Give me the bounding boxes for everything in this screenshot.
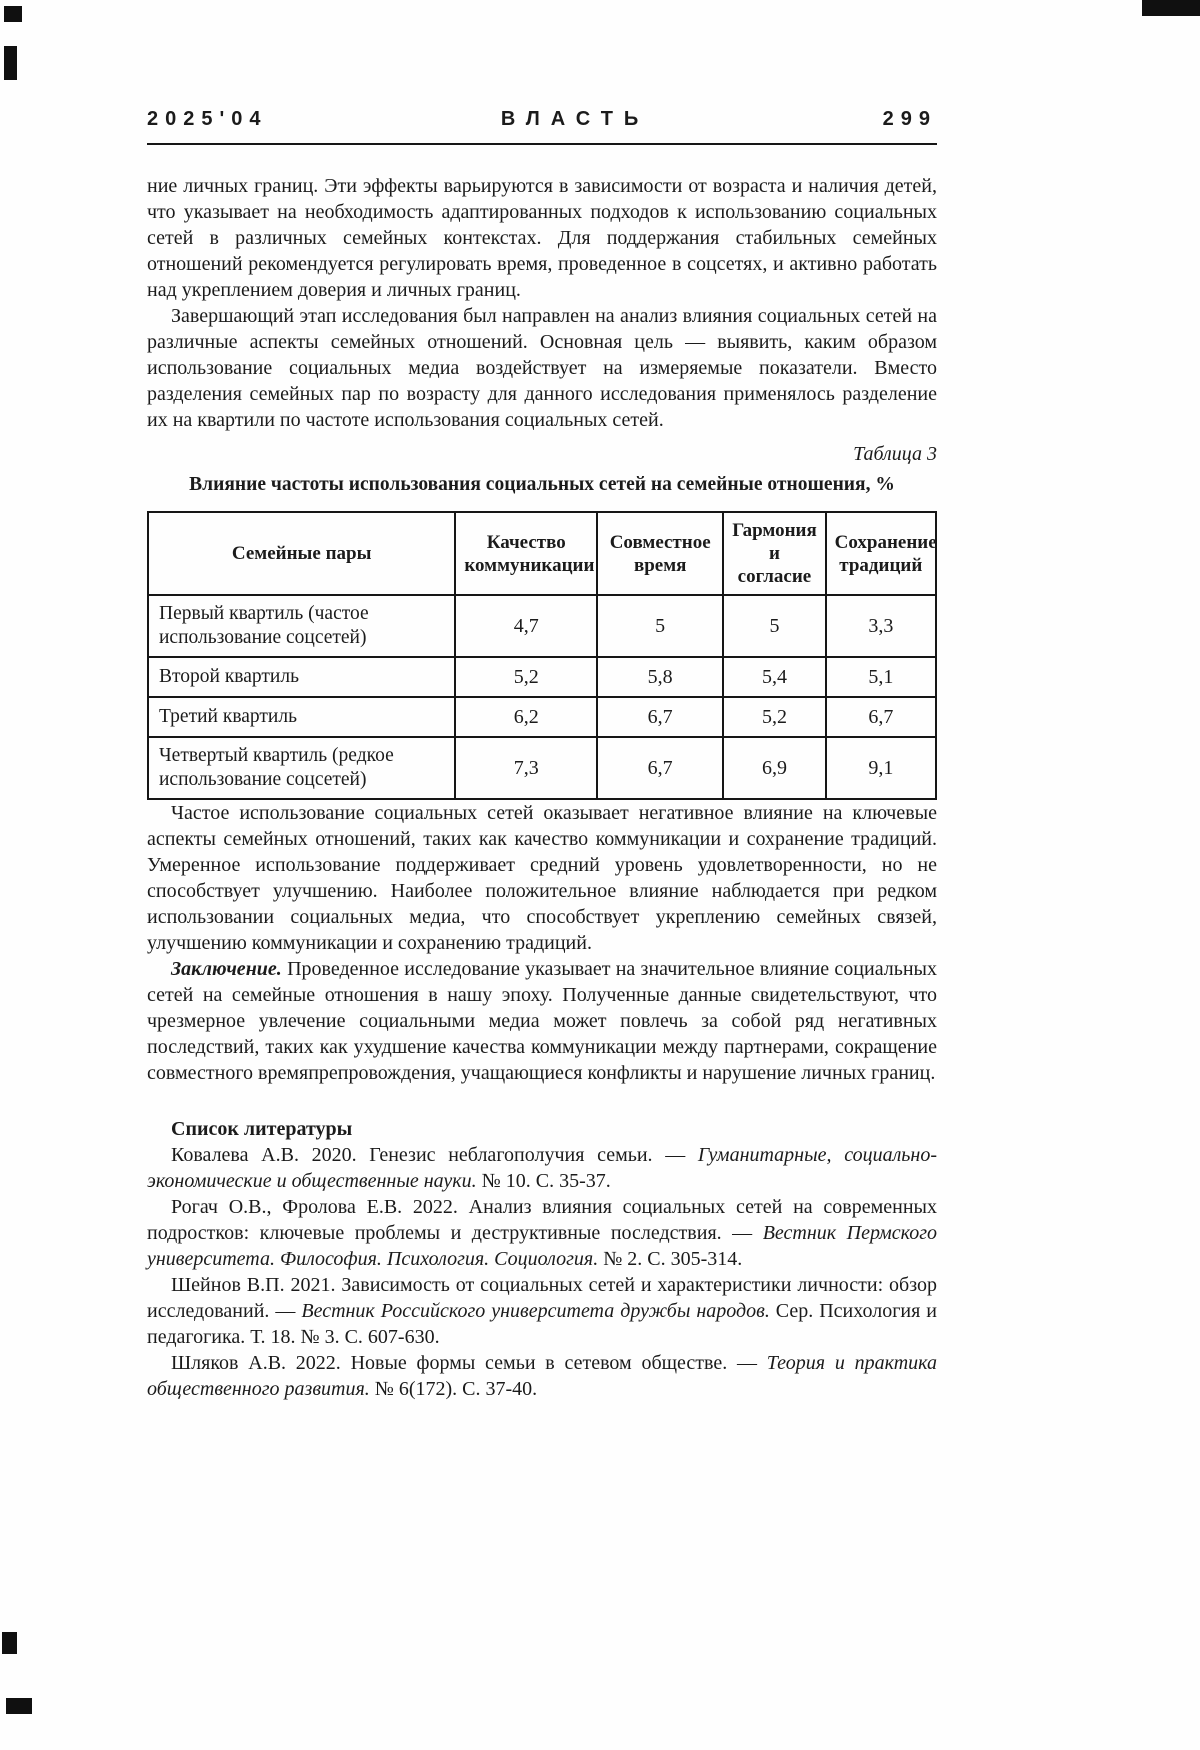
body-paragraph	[147, 956, 937, 1086]
references-heading: Список литературы	[171, 1118, 353, 1140]
table-header-cell: Сохранение традиций	[826, 512, 936, 595]
table-row	[148, 737, 936, 799]
table-cell: 5,1	[826, 657, 936, 697]
body-paragraph: Частое использование социальных сетей оказывает негативное влияние на ключевые аспекты семейных отношений, таких как качество коммуникации и сохранение традиций. Умеренное использование поддерживает средний уровень удовлетворенности, но не способствует улучшению. Наиболее положительное влияние наблюдается при редком использовании социальных медиа, что способствует укреплению семейных связей, улучшению коммуникации и сохранению традиций.	[147, 802, 937, 954]
reference-locator: № 2. С. 305-314.	[598, 1248, 743, 1270]
table-cell: 7,3	[455, 737, 597, 799]
results-table	[147, 511, 937, 800]
reference-locator: № 10. С. 35-37.	[476, 1170, 611, 1192]
table-header-cell: Качество коммуникации	[455, 512, 597, 595]
page-number: 299	[882, 108, 937, 130]
table-cell: 5,2	[723, 697, 825, 737]
table-cell: 3,3	[826, 595, 936, 657]
table-cell: 6,2	[455, 697, 597, 737]
scan-artifact	[4, 6, 22, 22]
scan-artifact	[6, 1698, 32, 1714]
row-label: Третий квартиль	[148, 697, 455, 737]
reference-source: Теория и практика общественного развития.	[147, 1352, 938, 1400]
table-row	[148, 595, 936, 657]
table-label: Таблица 3	[853, 443, 937, 465]
reference-text: Шейнов В.П. 2021. Зависимость от социальных сетей и характеристики личности: обзор исследований. —	[147, 1274, 937, 1322]
table-cell: 4,7	[455, 595, 597, 657]
reference-item	[147, 1142, 937, 1194]
page-content	[147, 0, 937, 1402]
header-year: 2025'04	[147, 108, 268, 130]
body-paragraph: ние личных границ. Эти эффекты варьируются в зависимости от возраста и наличия детей, что указывает на необходимость адаптированных подходов к использованию социальных сетей в различных семейных контекстах. Для поддержания стабильных семейных отношений рекомендуется регулировать время, проведенное в соцсетях, и активно работать над укреплением доверия и личных границ.	[147, 175, 937, 301]
body-paragraph: Завершающий этап исследования был направлен на анализ влияния социальных сетей на различные аспекты семейных отношений. Основная цель — выявить, каким образом использование социальных медиа воздействует на измеряемые показатели. Вместо разделения семейных пар по возрасту для данного исследования применялось разделение их на квартили по частоте использования социальных сетей.	[147, 305, 937, 431]
article-body	[147, 173, 937, 1402]
reference-source: Вестник Пермского университета. Философия. Психология. Социология.	[147, 1222, 937, 1270]
scan-artifact	[1142, 0, 1200, 16]
table-cell: 6,7	[597, 697, 723, 737]
table-header-cell: Семейные пары	[148, 512, 455, 595]
table-cell: 5	[597, 595, 723, 657]
scan-artifact	[4, 46, 17, 80]
reference-item	[147, 1272, 937, 1350]
table-cell: 5,2	[455, 657, 597, 697]
table-header-row	[148, 512, 936, 595]
reference-item	[147, 1194, 937, 1272]
reference-source: Вестник Российского университета дружбы народов.	[301, 1300, 770, 1322]
reference-locator: № 6(172). С. 37-40.	[369, 1378, 538, 1400]
reference-text: Шляков А.В. 2022. Новые формы семьи в сетевом обществе. —	[171, 1352, 767, 1374]
table-header-cell: Совместное время	[597, 512, 723, 595]
table-cell: 5,4	[723, 657, 825, 697]
reference-text: Рогач О.В., Фролова Е.В. 2022. Анализ влияния социальных сетей на современных подростков: ключевые проблемы и деструктивные последствия. —	[147, 1196, 937, 1244]
running-head	[147, 0, 937, 145]
reference-item	[147, 1350, 937, 1402]
table-title: Влияние частоты использования социальных сетей на семейные отношения, %	[189, 474, 895, 495]
conclusion-lead: Заключение.	[171, 958, 282, 980]
journal-title: ВЛАСТЬ	[500, 108, 650, 130]
row-label: Первый квартиль (частое использование соцсетей)	[148, 595, 455, 657]
reference-source: Гуманитарные, социально-экономические и общественные науки.	[147, 1144, 937, 1192]
table-cell: 6,7	[826, 697, 936, 737]
table-header-cell: Гармония и согласие	[723, 512, 825, 595]
table-row	[148, 657, 936, 697]
row-label: Четвертый квартиль (редкое использование соцсетей)	[148, 737, 455, 799]
conclusion-text: Проведенное исследование указывает на значительное влияние социальных сетей на семейные отношения в нашу эпоху. Полученные данные свидетельствуют, что чрезмерное увлечение социальными медиа может повлечь за собой ряд негативных последствий, таких как ухудшение качества коммуникации между партнерами, сокращение совместного времяпрепровождения, учащающиеся конфликты и нарушение личных границ.	[147, 958, 937, 1084]
table-row	[148, 697, 936, 737]
table-cell: 9,1	[826, 737, 936, 799]
reference-text: Ковалева А.В. 2020. Генезис неблагополучия семьи. —	[171, 1144, 698, 1166]
table-cell: 5	[723, 595, 825, 657]
scan-artifact	[2, 1632, 17, 1654]
reference-locator: Сер. Психология и педагогика. Т. 18. № 3. С. 607-630.	[147, 1300, 938, 1348]
table-cell: 6,9	[723, 737, 825, 799]
row-label: Второй квартиль	[148, 657, 455, 697]
table-cell: 5,8	[597, 657, 723, 697]
table-cell: 6,7	[597, 737, 723, 799]
